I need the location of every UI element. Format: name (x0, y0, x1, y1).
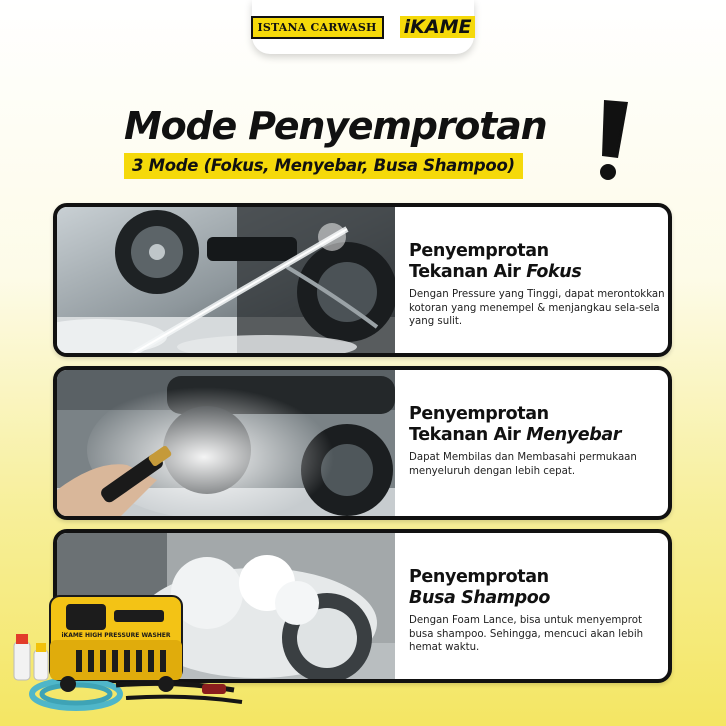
mode-title-emphasis: Menyebar (526, 425, 622, 445)
mode-title-line2 (409, 425, 669, 446)
mode-card-menyebar (53, 366, 672, 520)
istana-carwash-logo: ISTANA CARWASH (251, 16, 384, 39)
mode-description: Dapat Membilas dan Membasahi permukaan menyeluruh dengan lebih cepat. (409, 452, 637, 477)
exclamation-icon (590, 98, 630, 184)
mode-title-emphasis: Fokus (526, 262, 582, 282)
product-label: iKAME HIGH PRESSURE WASHER (61, 632, 171, 639)
mode-title-line1: Penyemprotan (409, 404, 549, 424)
mode-description: Dengan Pressure yang Tinggi, dapat merontokkan kotoran yang menempel & menjangkau sela-sela yang sulit. (409, 289, 665, 327)
mode-card-text (409, 404, 669, 478)
mode-title-line2 (409, 588, 669, 609)
ikame-logo: iKAME (400, 16, 476, 38)
header-logo-bar (252, 0, 474, 54)
mode-title-plain: Tekanan Air (409, 262, 527, 282)
mode-title-line2 (409, 262, 669, 283)
photo-spread-spray (57, 370, 395, 516)
mode-card-text (409, 241, 669, 329)
mode-card-text (409, 567, 669, 655)
mode-title-emphasis: Busa Shampoo (409, 588, 550, 608)
mode-card-fokus (53, 203, 672, 357)
mode-title-line1: Penyemprotan (409, 241, 549, 261)
mode-description: Dengan Foam Lance, bisa untuk menyemprot busa shampoo. Sehingga, mencuci akan lebih hemat waktu. (409, 615, 644, 653)
mode-title-plain: Tekanan Air (409, 425, 527, 445)
mode-title-line1: Penyemprotan (409, 567, 549, 587)
pressure-washer-product (6, 590, 246, 720)
page-title: Mode Penyemprotan (124, 104, 547, 148)
page-subtitle: 3 Mode (Fokus, Menyebar, Busa Shampoo) (124, 153, 523, 179)
photo-focus-spray (57, 207, 395, 353)
